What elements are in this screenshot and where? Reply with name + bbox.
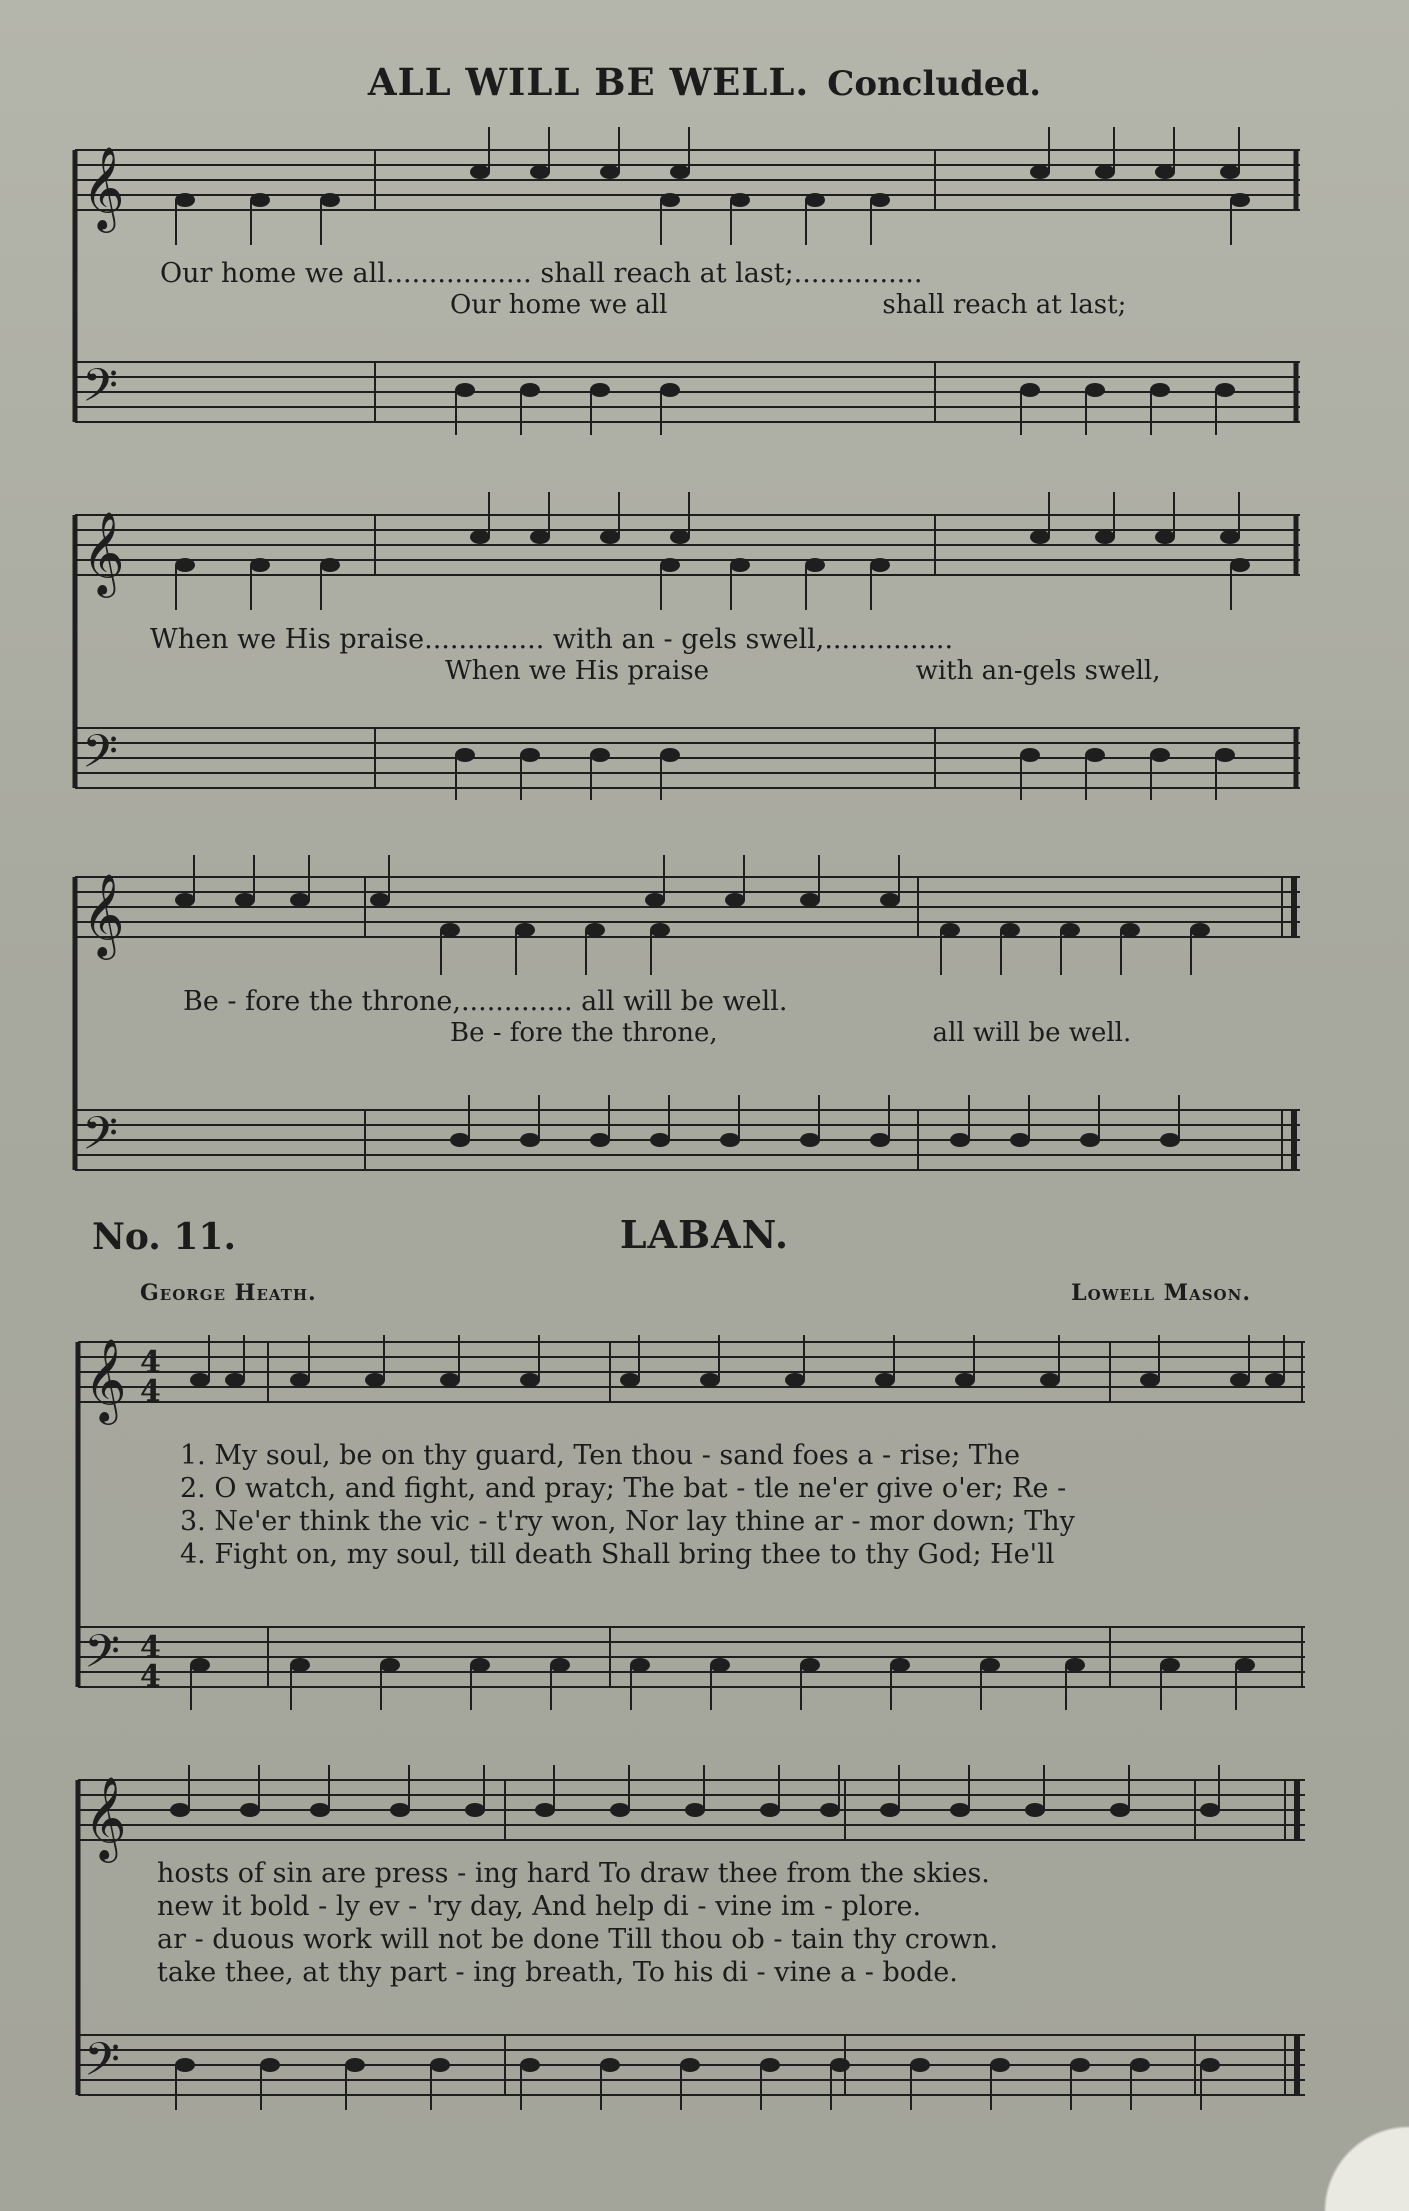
- verse-line: 3. Ne'er think the vic - t'ry won, Nor lay thine ar - mor down; Thy: [180, 1506, 1075, 1537]
- note-head: [1265, 1373, 1285, 1387]
- verse-line: take thee, at thy part - ing breath, To his di - vine a - bode.: [157, 1957, 958, 1988]
- bass-clef-icon: 𝄢: [82, 725, 119, 790]
- note-head: [1010, 1133, 1030, 1147]
- note-head: [450, 1133, 470, 1147]
- note-head: [940, 923, 960, 937]
- note-head: [290, 1373, 310, 1387]
- note-head: [1140, 1373, 1160, 1387]
- note-head: [520, 748, 540, 762]
- note-head: [610, 1803, 630, 1817]
- note-head: [530, 165, 550, 179]
- note-head: [890, 1658, 910, 1672]
- note-head: [660, 748, 680, 762]
- note-head: [440, 1373, 460, 1387]
- note-head: [955, 1373, 975, 1387]
- note-head: [1215, 748, 1235, 762]
- note-head: [870, 1133, 890, 1147]
- lyric-line-lower: When we His praise with an-gels swell,: [445, 656, 1161, 686]
- note-head: [1215, 383, 1235, 397]
- note-head: [290, 893, 310, 907]
- svg-text:4: 4: [140, 1630, 161, 1665]
- lyric-line-upper: When we His praise.............. with an - gels swell,...............: [150, 624, 954, 655]
- note-head: [1110, 1803, 1130, 1817]
- note-head: [1155, 530, 1175, 544]
- note-head: [380, 1658, 400, 1672]
- lyric-line-upper: Our home we all................. shall reach at last;...............: [160, 258, 923, 289]
- note-head: [1155, 165, 1175, 179]
- svg-text:4: 4: [140, 1659, 161, 1694]
- note-head: [225, 1373, 245, 1387]
- note-head: [1065, 1658, 1085, 1672]
- note-head: [470, 165, 490, 179]
- note-head: [645, 893, 665, 907]
- note-head: [390, 1803, 410, 1817]
- note-head: [910, 2058, 930, 2072]
- note-head: [175, 893, 195, 907]
- note-head: [710, 1658, 730, 1672]
- note-head: [235, 893, 255, 907]
- note-head: [1235, 1658, 1255, 1672]
- note-head: [585, 923, 605, 937]
- note-head: [880, 1803, 900, 1817]
- note-head: [950, 1803, 970, 1817]
- note-head: [190, 1658, 210, 1672]
- note-head: [805, 558, 825, 572]
- hymn-number: No. 11.: [92, 1216, 236, 1258]
- note-head: [520, 2058, 540, 2072]
- verse-line: ar - duous work will not be done Till thou ob - tain thy crown.: [157, 1924, 999, 1955]
- note-head: [175, 558, 195, 572]
- bass-clef-icon: 𝄢: [82, 1107, 119, 1172]
- note-head: [990, 2058, 1010, 2072]
- note-head: [720, 1133, 740, 1147]
- note-head: [1085, 383, 1105, 397]
- note-head: [170, 1803, 190, 1817]
- note-head: [785, 1373, 805, 1387]
- note-head: [1020, 748, 1040, 762]
- treble-clef-icon: 𝄞: [82, 872, 125, 956]
- note-head: [250, 558, 270, 572]
- title-text: ALL WILL BE WELL.: [367, 60, 810, 104]
- bass-clef-icon: 𝄢: [82, 359, 119, 424]
- note-head: [820, 1803, 840, 1817]
- verse-line: 1. My soul, be on thy guard, Ten thou - sand foes a - rise; The: [180, 1440, 1021, 1471]
- note-head: [880, 893, 900, 907]
- note-head: [1095, 165, 1115, 179]
- note-head: [590, 1133, 610, 1147]
- note-head: [1230, 193, 1250, 207]
- lyric-line-lower: Our home we all shall reach at last;: [450, 290, 1127, 320]
- note-head: [320, 193, 340, 207]
- lyric-line-lower: Be - fore the throne, all will be well.: [450, 1018, 1132, 1048]
- note-head: [1030, 530, 1050, 544]
- note-head: [470, 530, 490, 544]
- bass-clef-icon: 𝄢: [84, 1625, 121, 1690]
- note-head: [870, 558, 890, 572]
- note-head: [320, 558, 340, 572]
- note-head: [190, 1373, 210, 1387]
- note-head: [725, 893, 745, 907]
- note-head: [1220, 530, 1240, 544]
- note-head: [465, 1803, 485, 1817]
- note-head: [660, 383, 680, 397]
- note-head: [1040, 1373, 1060, 1387]
- note-head: [1200, 2058, 1220, 2072]
- note-head: [800, 1133, 820, 1147]
- note-head: [805, 193, 825, 207]
- note-head: [1190, 923, 1210, 937]
- note-head: [760, 2058, 780, 2072]
- note-head: [830, 2058, 850, 2072]
- note-head: [660, 193, 680, 207]
- verse-line: new it bold - ly ev - 'ry day, And help di - vine im - plore.: [157, 1891, 922, 1922]
- note-head: [980, 1658, 1000, 1672]
- note-head: [600, 530, 620, 544]
- svg-text:4: 4: [140, 1345, 161, 1380]
- hymn-title: LABAN.: [619, 1212, 790, 1257]
- note-head: [520, 1133, 540, 1147]
- note-head: [590, 748, 610, 762]
- note-head: [250, 193, 270, 207]
- treble-clef-icon: 𝄞: [84, 1775, 127, 1859]
- note-head: [370, 893, 390, 907]
- bass-clef-icon: 𝄢: [84, 2033, 121, 2098]
- note-head: [700, 1373, 720, 1387]
- note-head: [650, 1133, 670, 1147]
- note-head: [1070, 2058, 1090, 2072]
- note-head: [455, 383, 475, 397]
- note-head: [1060, 923, 1080, 937]
- note-head: [630, 1658, 650, 1672]
- note-head: [550, 1658, 570, 1672]
- note-head: [175, 2058, 195, 2072]
- treble-clef-icon: 𝄞: [82, 510, 125, 594]
- note-head: [1160, 1133, 1180, 1147]
- title-subtitle: Concluded.: [827, 64, 1042, 104]
- note-head: [175, 193, 195, 207]
- note-head: [670, 530, 690, 544]
- verse-line: 4. Fight on, my soul, till death Shall bring thee to thy God; He'll: [180, 1539, 1055, 1570]
- note-head: [515, 923, 535, 937]
- note-head: [685, 1803, 705, 1817]
- note-head: [1130, 2058, 1150, 2072]
- note-head: [365, 1373, 385, 1387]
- note-head: [800, 893, 820, 907]
- note-head: [455, 748, 475, 762]
- note-head: [520, 1373, 540, 1387]
- note-head: [590, 383, 610, 397]
- note-head: [1160, 1658, 1180, 1672]
- note-head: [1230, 1373, 1250, 1387]
- note-head: [440, 923, 460, 937]
- verse-line: 2. O watch, and fight, and pray; The bat - tle ne'er give o'er; Re -: [180, 1473, 1067, 1504]
- note-head: [1000, 923, 1020, 937]
- note-head: [650, 923, 670, 937]
- note-head: [1150, 383, 1170, 397]
- note-head: [240, 1803, 260, 1817]
- composer-credit: Lowell Mason.: [1071, 1280, 1251, 1306]
- note-head: [1095, 530, 1115, 544]
- note-head: [535, 1803, 555, 1817]
- note-head: [620, 1373, 640, 1387]
- verse-line: hosts of sin are press - ing hard To draw thee from the skies.: [157, 1858, 990, 1889]
- note-head: [1220, 165, 1240, 179]
- note-head: [730, 193, 750, 207]
- note-head: [950, 1133, 970, 1147]
- lyric-line-upper: Be - fore the throne,............. all will be well.: [183, 986, 788, 1017]
- page-corner: [1319, 2091, 1409, 2211]
- note-head: [260, 2058, 280, 2072]
- note-head: [600, 2058, 620, 2072]
- lyricist-credit: George Heath.: [140, 1280, 317, 1306]
- note-head: [1020, 383, 1040, 397]
- note-head: [680, 2058, 700, 2072]
- note-head: [800, 1658, 820, 1672]
- note-head: [875, 1373, 895, 1387]
- treble-clef-icon: 𝄞: [82, 145, 125, 229]
- note-head: [600, 165, 620, 179]
- note-head: [530, 530, 550, 544]
- note-head: [345, 2058, 365, 2072]
- note-head: [1030, 165, 1050, 179]
- note-head: [1230, 558, 1250, 572]
- note-head: [520, 383, 540, 397]
- note-head: [310, 1803, 330, 1817]
- note-head: [670, 165, 690, 179]
- note-head: [1085, 748, 1105, 762]
- note-head: [1150, 748, 1170, 762]
- svg-text:4: 4: [140, 1374, 161, 1409]
- note-head: [660, 558, 680, 572]
- note-head: [760, 1803, 780, 1817]
- treble-clef-icon: 𝄞: [84, 1337, 127, 1421]
- note-head: [470, 1658, 490, 1672]
- note-head: [730, 558, 750, 572]
- note-head: [1080, 1133, 1100, 1147]
- note-head: [1120, 923, 1140, 937]
- note-head: [1025, 1803, 1045, 1817]
- note-head: [290, 1658, 310, 1672]
- note-head: [1200, 1803, 1220, 1817]
- note-head: [870, 193, 890, 207]
- note-head: [430, 2058, 450, 2072]
